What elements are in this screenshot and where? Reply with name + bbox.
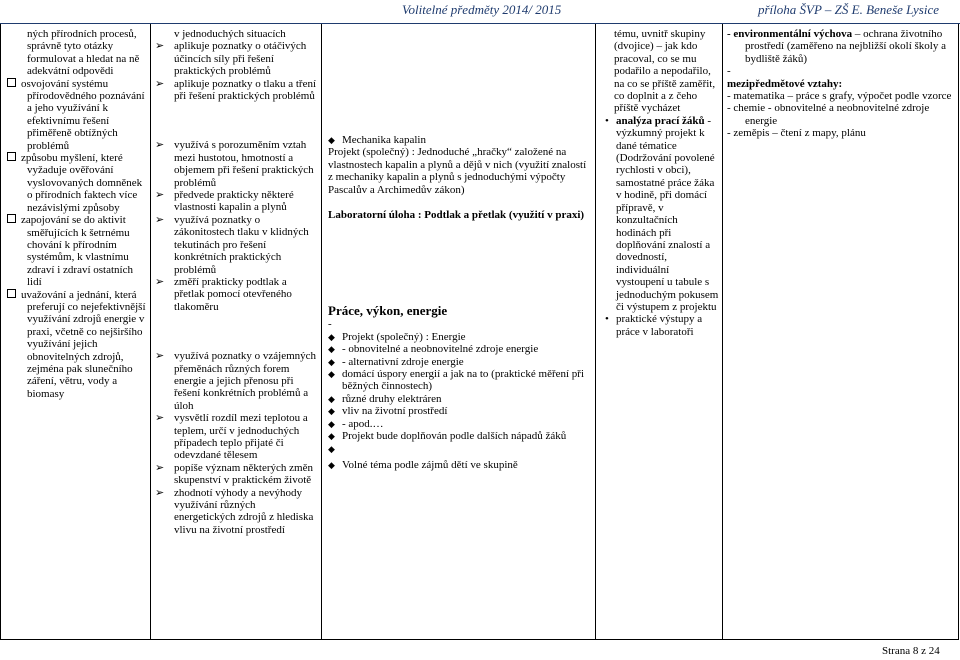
heading-dash: -	[328, 318, 332, 331]
diamond-bullet-icon: ◆	[328, 431, 335, 442]
diamond-bullet-icon: ◆	[328, 369, 335, 380]
tie-item: - matematika – práce s grafy, výpočet podle vzorce	[727, 90, 952, 103]
energy-item: ◆ Projekt bude doplňován podle dalších nápadů žáků	[328, 430, 567, 443]
outcome-item: ➢ aplikuje poznatky o otáčivých účincích síly při řešení praktických problémů	[155, 40, 307, 78]
environmental-education: - environmentální výchova – ochrana životního prostředí (zaměřeno na nejbližší okolí školy a bydliště žáků)	[727, 28, 946, 65]
topic-mechanics: ◆ Mechanika kapalin	[328, 134, 426, 146]
section-heading: Práce, výkon, energie	[328, 303, 448, 319]
dot-bullet-icon: •	[605, 313, 609, 326]
outcome-item: ➢ aplikuje poznatky o tlaku a tření při řešení praktických problémů	[155, 77, 317, 103]
diamond-bullet-icon: ◆	[328, 406, 335, 417]
column-outcomes	[150, 24, 321, 639]
outcome-item: ➢ popíše význam některých změn skupenství v praktickém životě	[155, 461, 313, 487]
arrow-bullet-icon: ➢	[155, 275, 165, 288]
diamond-bullet-icon: ◆	[328, 344, 335, 355]
energy-item: ◆ Projekt (společný) : Energie	[328, 330, 466, 343]
energy-item-empty	[328, 443, 589, 455]
arrow-bullet-icon: ➢	[155, 77, 165, 90]
checkbox-icon	[7, 78, 16, 87]
assessment-item: • analýza prací žáků - výzkumný projekt k dané tématice (Dodržování povolené rychlosti v obci), samostatné práce žáka v hodině, při domácí přípravě, v konzultačních hodinách při doplňování znalostí a dovedností, individuální vystoupení u tabule s jednoduchým pokusem či výstupem z projektu	[605, 114, 719, 313]
project-fluids: Projekt (společný) : Jednoduché „hračky“ založené na vlastnostech kapalin a plynů a dějů v nich (využití znalostí z mechaniky kapalin a plynů s jednoduchými výpočty Pascalův a Archimedův zákon)	[328, 146, 587, 196]
page-number: Strana 8 z 24	[882, 645, 940, 657]
outcome-item: ➢ předvede prakticky některé vlastnosti kapalin a plynů	[155, 189, 294, 214]
diamond-bullet-icon: ◆	[328, 443, 335, 454]
arrow-bullet-icon: ➢	[155, 412, 165, 425]
energy-item: ◆ - obnovitelné a neobnovitelné zdroje energie	[328, 343, 539, 356]
energy-item: ◆ Volné téma podle zájmů dětí ve skupině	[328, 458, 518, 471]
dash: -	[727, 65, 731, 78]
diamond-bullet-icon: ◆	[328, 331, 335, 342]
energy-item: ◆ - apod.…	[328, 417, 384, 430]
arrow-bullet-icon: ➢	[155, 486, 165, 499]
arrow-bullet-icon: ➢	[155, 461, 165, 474]
energy-item: ◆ domácí úspory energií a jak na to (praktické měření při běžných činnostech)	[328, 368, 585, 393]
outcome-item: ➢ využívá poznatky o vzájemných přeměnách různých forem energie a jejich přenosu při řešení konkrétních problémů a úloh	[155, 350, 317, 412]
outcome-item: ➢ zhodnotí výhody a nevýhody využívání různých energetických zdrojů z hlediska vlivu na životní prostředí	[155, 486, 314, 536]
energy-item: ◆ - alternativní zdroje energie	[328, 355, 464, 368]
goal-item: způsobu myšlení, které vyžaduje ověřování vyslovovaných domněnek o přírodních faktech více nezávislými způsoby	[1, 152, 150, 214]
checkbox-icon	[7, 289, 16, 298]
checkbox-icon	[7, 152, 16, 161]
goal-item: osvojování systému přírodovědného poznávání a jeho využívání k efektivnímu řešení přiměřeně obtížných problémů	[1, 78, 150, 152]
arrow-bullet-icon: ➢	[155, 139, 165, 152]
assessment-continuation: tému, uvnitř skupiny (dvojice) – jak kdo pracoval, co se mu podařilo a nepodařilo, na co se příště zaměřit, co doplnit a z čeho příště vycházet	[614, 28, 716, 115]
diamond-bullet-icon: ◆	[328, 393, 335, 404]
energy-item: ◆ různé druhy elektráren	[328, 392, 442, 405]
diamond-bullet-icon: ◆	[328, 459, 335, 470]
tie-item: - chemie - obnovitelné a neobnovitelné zdroje energie	[727, 102, 930, 127]
tie-item: - zeměpis – čtení z mapy, plánu	[727, 127, 866, 140]
column-content	[321, 24, 595, 639]
outcome-continuation: v jednoduchých situacích	[174, 28, 286, 40]
outcome-item: ➢ využívá s porozuměním vztah mezi hustotou, hmotností a objemem při řešení praktických problémů	[155, 139, 314, 189]
curriculum-table	[0, 24, 959, 640]
energy-item: ◆ vliv na životní prostředí	[328, 405, 448, 418]
header-left: Volitelné předměty 2014/ 2015	[402, 2, 562, 17]
diamond-bullet-icon: ◆	[328, 356, 335, 367]
dot-bullet-icon: •	[605, 114, 609, 127]
column-crosscurricular	[722, 24, 960, 639]
outcome-item: ➢ vysvětlí rozdíl mezi teplotou a teplem, určí v jednoduchých případech teplo přijaté či odevzdané tělesem	[155, 412, 308, 462]
outcome-item: ➢ využívá poznatky o zákonitostech tlaku v klidných tekutinách pro řešení konkrétních praktických problémů	[155, 213, 309, 276]
column-goals	[1, 24, 150, 639]
assessment-item: • praktické výstupy a práce v laboratoři	[605, 313, 703, 338]
arrow-bullet-icon: ➢	[155, 189, 165, 202]
arrow-bullet-icon: ➢	[155, 213, 165, 226]
header-right: příloha ŠVP – ZŠ E. Beneše Lysice	[758, 2, 939, 17]
goal-continuation: ných přírodních procesů, správně tyto otázky formulovat a hledat na ně adekvátní odpovědi	[27, 28, 140, 78]
checkbox-icon	[7, 214, 16, 223]
lab-task: Laboratorní úloha : Podtlak a přetlak (využití v praxi)	[328, 209, 585, 222]
arrow-bullet-icon: ➢	[155, 350, 165, 363]
diamond-bullet-icon: ◆	[328, 135, 335, 145]
goal-item: zapojování se do aktivit směřujících k šetrnému chování k přírodním systémům, k vlastnímu zdraví i zdraví ostatních lidí	[1, 214, 150, 288]
diamond-bullet-icon: ◆	[328, 418, 335, 429]
arrow-bullet-icon: ➢	[155, 40, 165, 53]
ties-label: mezipředmětové vztahy:	[727, 77, 843, 90]
outcome-item: ➢ změří prakticky podtlak a přetlak pomocí otevřeného tlakoměru	[155, 275, 292, 313]
column-assessment	[595, 24, 722, 639]
goal-item: uvažování a jednání, která preferují co nejefektivnější využívání zdrojů energie v praxi, včetně co nejširšího využívání jejich obnovitelných zdrojů, zejména pak slunečního záření, větru, vody a biomasy	[1, 289, 150, 401]
